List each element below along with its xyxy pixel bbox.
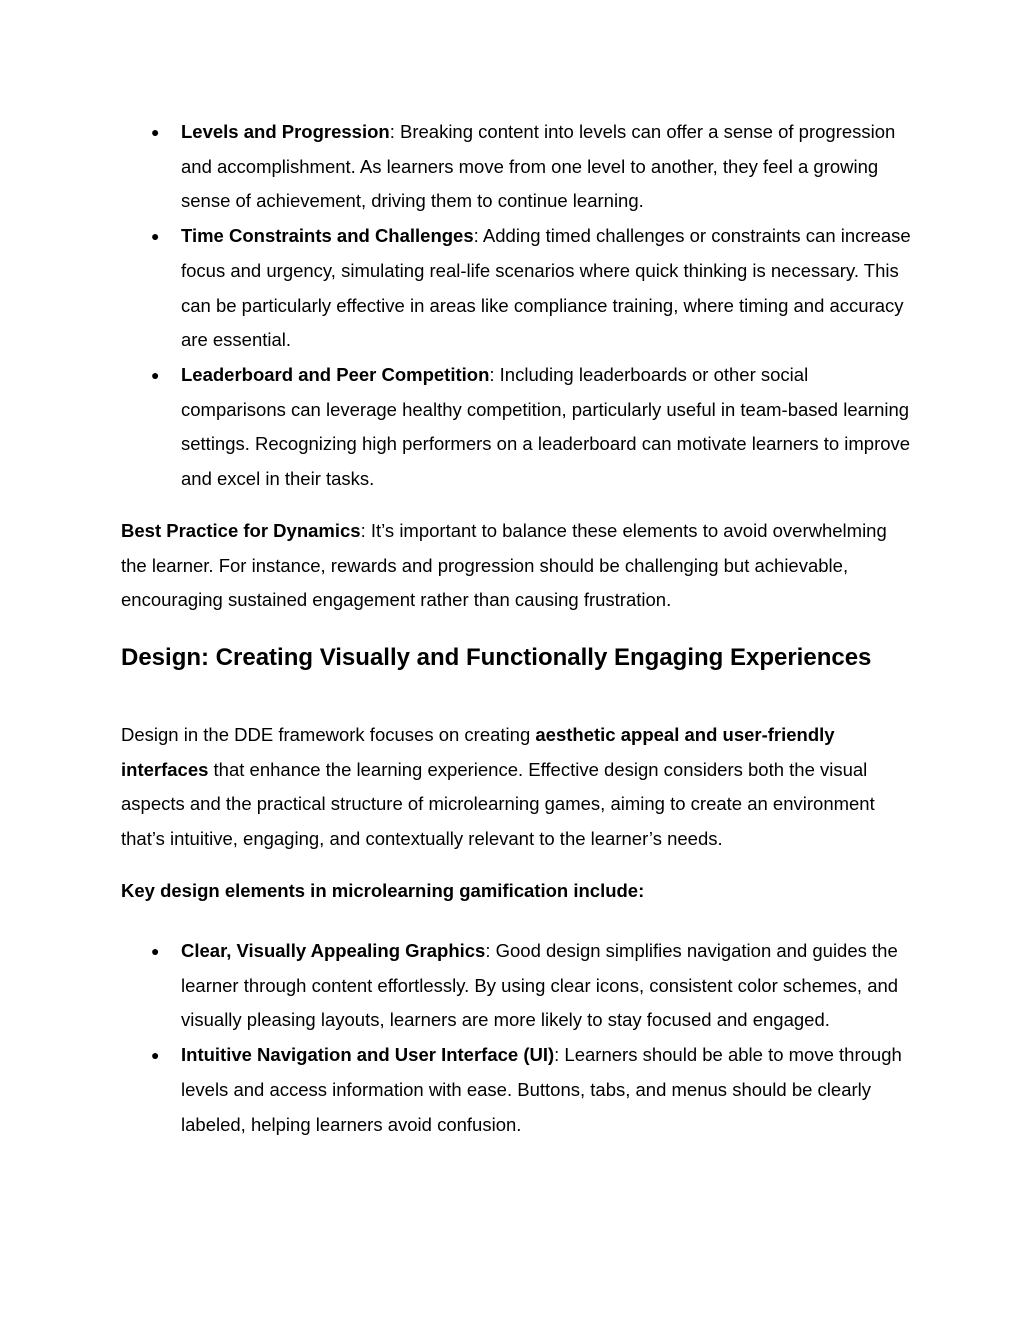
list-item-term: Clear, Visually Appealing Graphics [181, 940, 486, 961]
design-intro-text-after: that enhance the learning experience. Effective design considers both the visual aspects and the practical structure of microlearning games, aiming to create an environment that’s intuitive, engaging, and contextually relevant to the learner’s needs. [121, 758, 875, 850]
key-design-heading: Key design elements in microlearning gamification include: [121, 880, 645, 901]
design-intro-emphasis: aesthetic appeal and user-friendly interfaces [121, 724, 835, 780]
list-item [121, 358, 911, 497]
list-item [121, 1038, 911, 1142]
list-item-term: Time Constraints and Challenges [181, 225, 474, 247]
dynamics-bullet-list [121, 115, 911, 497]
list-item [121, 115, 911, 219]
design-section-heading: Design: Creating Visually and Functionally Engaging Experiences [121, 644, 872, 671]
list-item-text: : Breaking content into levels can offer a sense of progression and accomplishment. As learners move from one level to another, they feel a growing sense of achievement, driving them to continue learning. [181, 121, 896, 212]
list-item-text: : Learners should be able to move through levels and access information with ease. Buttons, tabs, and menus should be clearly labeled, helping learners avoid confusion. [181, 1044, 902, 1135]
list-item-text: : Including leaderboards or other social comparisons can leverage healthy competition, particularly useful in team-based learning settings. Recognizing high performers on a leaderboard can motivate learners to improve and excel in their tasks. [181, 363, 911, 490]
bullet-icon: ● [151, 124, 160, 140]
best-practice-term: Best Practice for Dynamics [121, 520, 361, 541]
list-item [121, 934, 911, 1038]
list-item-term: Leaderboard and Peer Competition [181, 363, 490, 385]
list-item-term: Levels and Progression [181, 121, 390, 142]
list-item-term: Intuitive Navigation and User Interface (UI) [181, 1044, 555, 1066]
bullet-icon: ● [151, 943, 160, 959]
bullet-icon: ● [151, 1047, 160, 1064]
best-practice-paragraph [121, 514, 911, 618]
design-intro-text-before: Design in the DDE framework focuses on creating [121, 724, 536, 745]
bullet-icon: ● [151, 228, 160, 245]
design-intro-paragraph [121, 718, 911, 857]
bullet-icon: ● [151, 366, 160, 383]
design-bullet-list [121, 934, 911, 1142]
list-item-text: : Adding timed challenges or constraints can increase focus and urgency, simulating real-life scenarios where quick thinking is necessary. This can be particularly effective in areas like compliance training, where timing and accuracy are essential. [181, 225, 911, 351]
list-item-text: : Good design simplifies navigation and guides the learner through content effortlessly. By using clear icons, consistent color schemes, and visually pleasing layouts, learners are more likely to stay focused and engaged. [181, 940, 899, 1031]
best-practice-text: : It’s important to balance these elements to avoid overwhelming the learner. For instance, rewards and progression should be challenging but achievable, encouraging sustained engagement rather than causing frustration. [121, 520, 887, 611]
list-item [121, 219, 911, 358]
